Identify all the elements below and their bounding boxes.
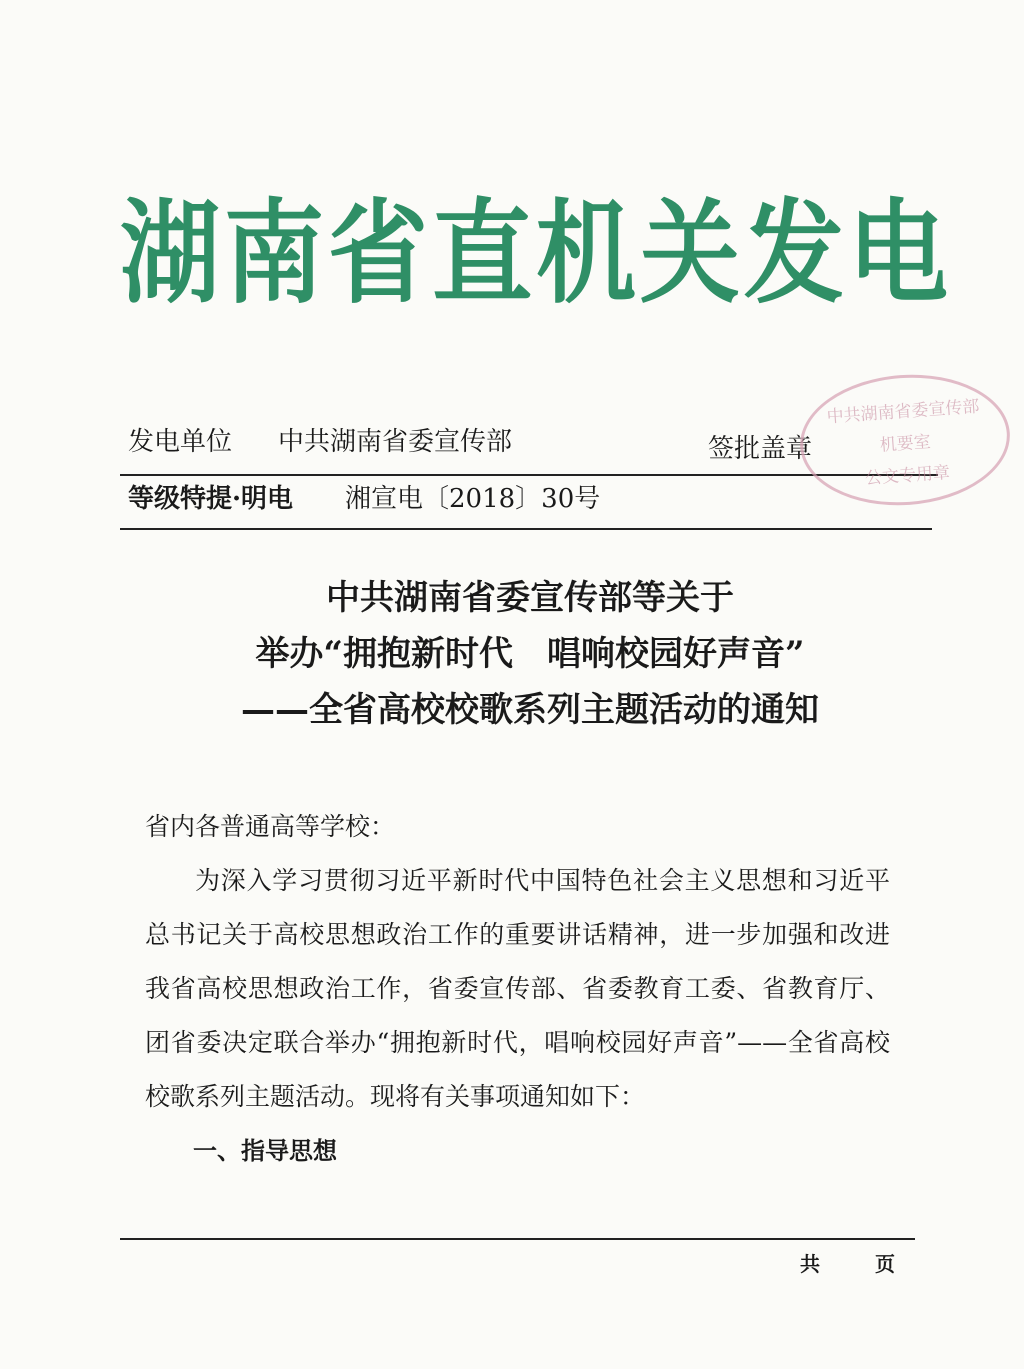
body-paragraph-1: 为深入学习贯彻习近平新时代中国特色社会主义思想和习近平总书记关于高校思想政治工作的重要讲话精神，进一步加强和改进我省高校思想政治工作，省委宣传部、省委教育工委、省教育厅、团省委决定联合举办“拥抱新时代，唱响校园好声音”——全省高校校歌系列主题活动。现将有关事项通知如下： (145, 866, 890, 1111)
priority-level: 等级特提·明电 (128, 484, 294, 514)
header-rule-bottom (120, 528, 932, 530)
title-line-3: ——全省高校校歌系列主题活动的通知 (241, 690, 819, 730)
stamp-text-line3: 公文专用章 (864, 462, 951, 489)
footer-rule (120, 1238, 915, 1240)
official-seal-stamp (796, 368, 1015, 512)
footer-pages-label: 页 (875, 1252, 895, 1276)
stamp-text-line2: 机要室 (879, 432, 932, 456)
masthead-title: 湖南省直机关发电 (120, 187, 952, 319)
salutation: 省内各普通高等学校： (145, 812, 396, 841)
title-line-1: 中共湖南省委宣传部等关于 (326, 578, 734, 618)
approval-label: 签批盖章 (708, 434, 813, 464)
sender-unit: 中共湖南省委宣传部 (278, 427, 513, 457)
title-line-2: 举办“拥抱新时代 唱响校园好声音” (255, 634, 805, 674)
section-heading-1: 一、指导思想 (193, 1137, 337, 1165)
notice-body (145, 800, 890, 1178)
sender-label: 发电单位 (128, 427, 233, 457)
notice-title (140, 570, 920, 738)
document-number: 湘宣电〔2018〕30号 (345, 484, 601, 514)
footer-total-label: 共 (800, 1252, 820, 1276)
stamp-text-line1: 中共湖南省委宣传部 (826, 396, 981, 428)
